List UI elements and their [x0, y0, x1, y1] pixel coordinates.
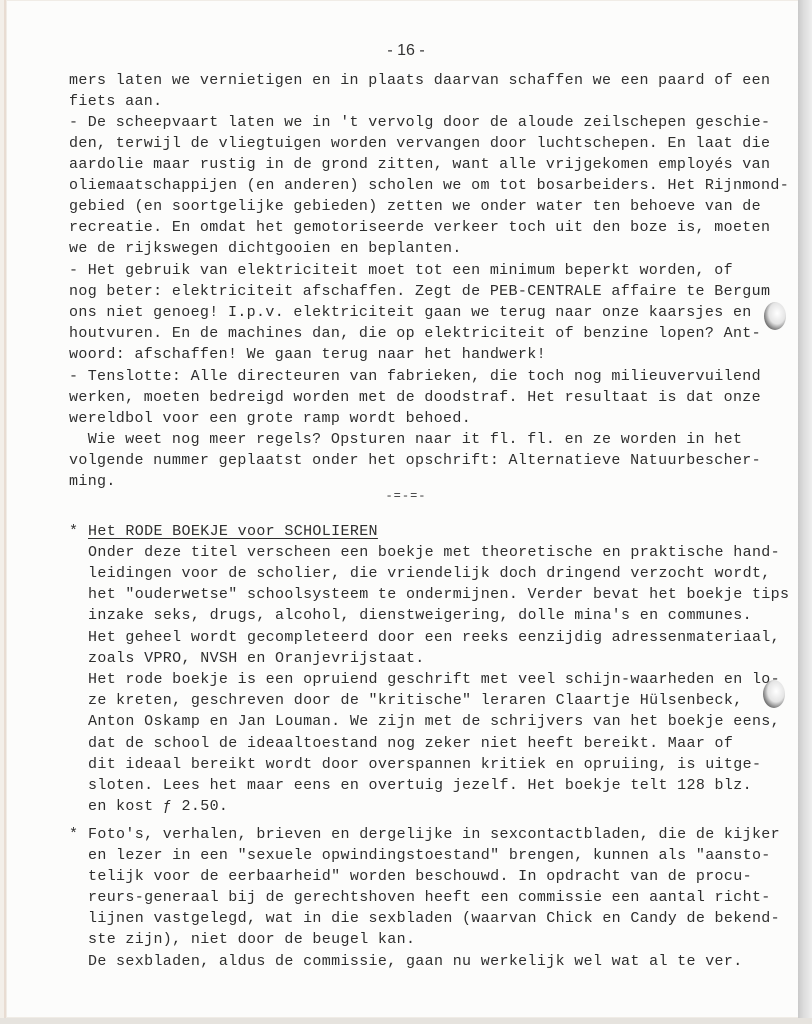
text-line: dit ideaal bereikt wordt door overspannen kritiek en opruiing, is uitge- — [88, 756, 762, 773]
text-line: telijk voor de eerbaarheid" worden beschouwd. In opdracht van de procu- — [88, 868, 752, 885]
page-edge-shadow — [798, 0, 812, 1024]
text-line: lijnen vastgelegd, wat in die sexbladen (waarvan Chick en Candy de bekend- — [88, 910, 781, 927]
text-line: aardolie maar rustig in de grond zitten, want alle vrijgekomen employés van — [69, 156, 771, 173]
text-line: gebied (en soortgelijke gebieden) zetten we onder water ten behoeve van de — [69, 198, 762, 215]
section-separator: -=-=- — [385, 489, 427, 503]
text-line: ze kreten, geschreven door de "kritische" leraren Claartje Hülsenbeck, — [88, 692, 743, 709]
text-line: recreatie. En omdat het gemotoriseerde verkeer toch uit den boze is, moeten — [69, 219, 771, 236]
text-line: - Tenslotte: Alle directeuren van fabrieken, die toch nog milieuvervuilend — [69, 368, 762, 385]
text-line: en kost ƒ 2.50. — [88, 798, 229, 815]
asterisk-bullet-icon: * — [69, 523, 79, 540]
text-line: en lezer in een "sexuele opwindingstoestand" brengen, kunnen als "aansto- — [88, 847, 771, 864]
text-line: houtvuren. En de machines dan, die op elektriciteit of benzine lopen? Ant- — [69, 325, 762, 342]
text-line: oliemaatschappijen (en anderen) scholen we om tot bosarbeiders. Het Rijnmond- — [69, 177, 790, 194]
text-line: volgende nummer geplaatst onder het opschrift: Alternatieve Natuurbescher- — [69, 452, 762, 469]
text-line: Het geheel wordt gecompleteerd door een reeks eenzijdig adressenmateriaal, — [88, 629, 781, 646]
punch-hole-icon — [764, 302, 786, 330]
text-line: De sexbladen, aldus de commissie, gaan nu werkelijk wel wat al te ver. — [88, 953, 743, 970]
page-number: - 16 - — [387, 42, 425, 59]
text-line: dat de school de ideaaltoestand nog zeker niet heeft bereikt. Maar of — [88, 735, 734, 752]
page-bottom-edge — [0, 1018, 812, 1024]
text-line: Wie weet nog meer regels? Opsturen naar it fl. fl. en ze worden in het — [69, 431, 743, 448]
text-line: reurs-generaal bij de gerechtshoven heeft een commissie een aantal richt- — [88, 889, 771, 906]
text-line: woord: afschaffen! We gaan terug naar het handwerk! — [69, 346, 546, 363]
text-line: ming. — [69, 473, 116, 490]
text-line: leidingen voor de scholier, die vriendelijk doch dringend verzocht wordt, — [88, 565, 771, 582]
text-line: den, terwijl de vliegtuigen worden vervangen door luchtschepen. En laat die — [69, 135, 771, 152]
asterisk-bullet-icon: * — [69, 826, 79, 843]
text-line: zoals VPRO, NVSH en Oranjevrijstaat. — [88, 650, 425, 667]
text-line: we de rijkswegen dichtgooien en beplanten. — [69, 240, 462, 257]
text-line: het "ouderwetse" schoolsysteem te ondermijnen. Verder bevat het boekje tips — [88, 586, 790, 603]
text-line: Foto's, verhalen, brieven en dergelijke in sexcontactbladen, die de kijker — [88, 826, 781, 843]
text-line: Anton Oskamp en Jan Louman. We zijn met de schrijvers van het boekje eens, — [88, 713, 781, 730]
text-line: Het rode boekje is een opruiend geschrift met veel schijn-waarheden en lo- — [88, 671, 781, 688]
text-line: nog beter: elektriciteit afschaffen. Zegt de PEB-CENTRALE affaire te Bergum — [69, 283, 771, 300]
text-line: Onder deze titel verscheen een boekje met theoretische en praktische hand- — [88, 544, 781, 561]
text-line: ons niet genoeg! I.p.v. elektriciteit gaan we terug naar onze kaarsjes en — [69, 304, 752, 321]
text-line: sloten. Lees het maar eens en overtuig jezelf. Het boekje telt 128 blz. — [88, 777, 752, 794]
text-line: fiets aan. — [69, 93, 163, 110]
text-line: - Het gebruik van elektriciteit moet tot een minimum beperkt worden, of — [69, 262, 733, 279]
text-line: ste zijn), niet door de beugel kan. — [88, 931, 416, 948]
text-line: werken, moeten bedreigd worden met de doodstraf. Het resultaat is dat onze — [69, 389, 762, 406]
text-line: inzake seks, drugs, alcohol, dienstweigering, dolle mina's en communes. — [88, 607, 752, 624]
text-line: - De scheepvaart laten we in 't vervolg door de aloude zeilschepen geschie- — [69, 114, 771, 131]
text-line: mers laten we vernietigen en in plaats daarvan schaffen we een paard of een — [69, 72, 771, 89]
section-heading: Het RODE BOEKJE voor SCHOLIEREN — [88, 523, 378, 540]
text-line: wereldbol voor een grote ramp wordt behoed. — [69, 410, 472, 427]
